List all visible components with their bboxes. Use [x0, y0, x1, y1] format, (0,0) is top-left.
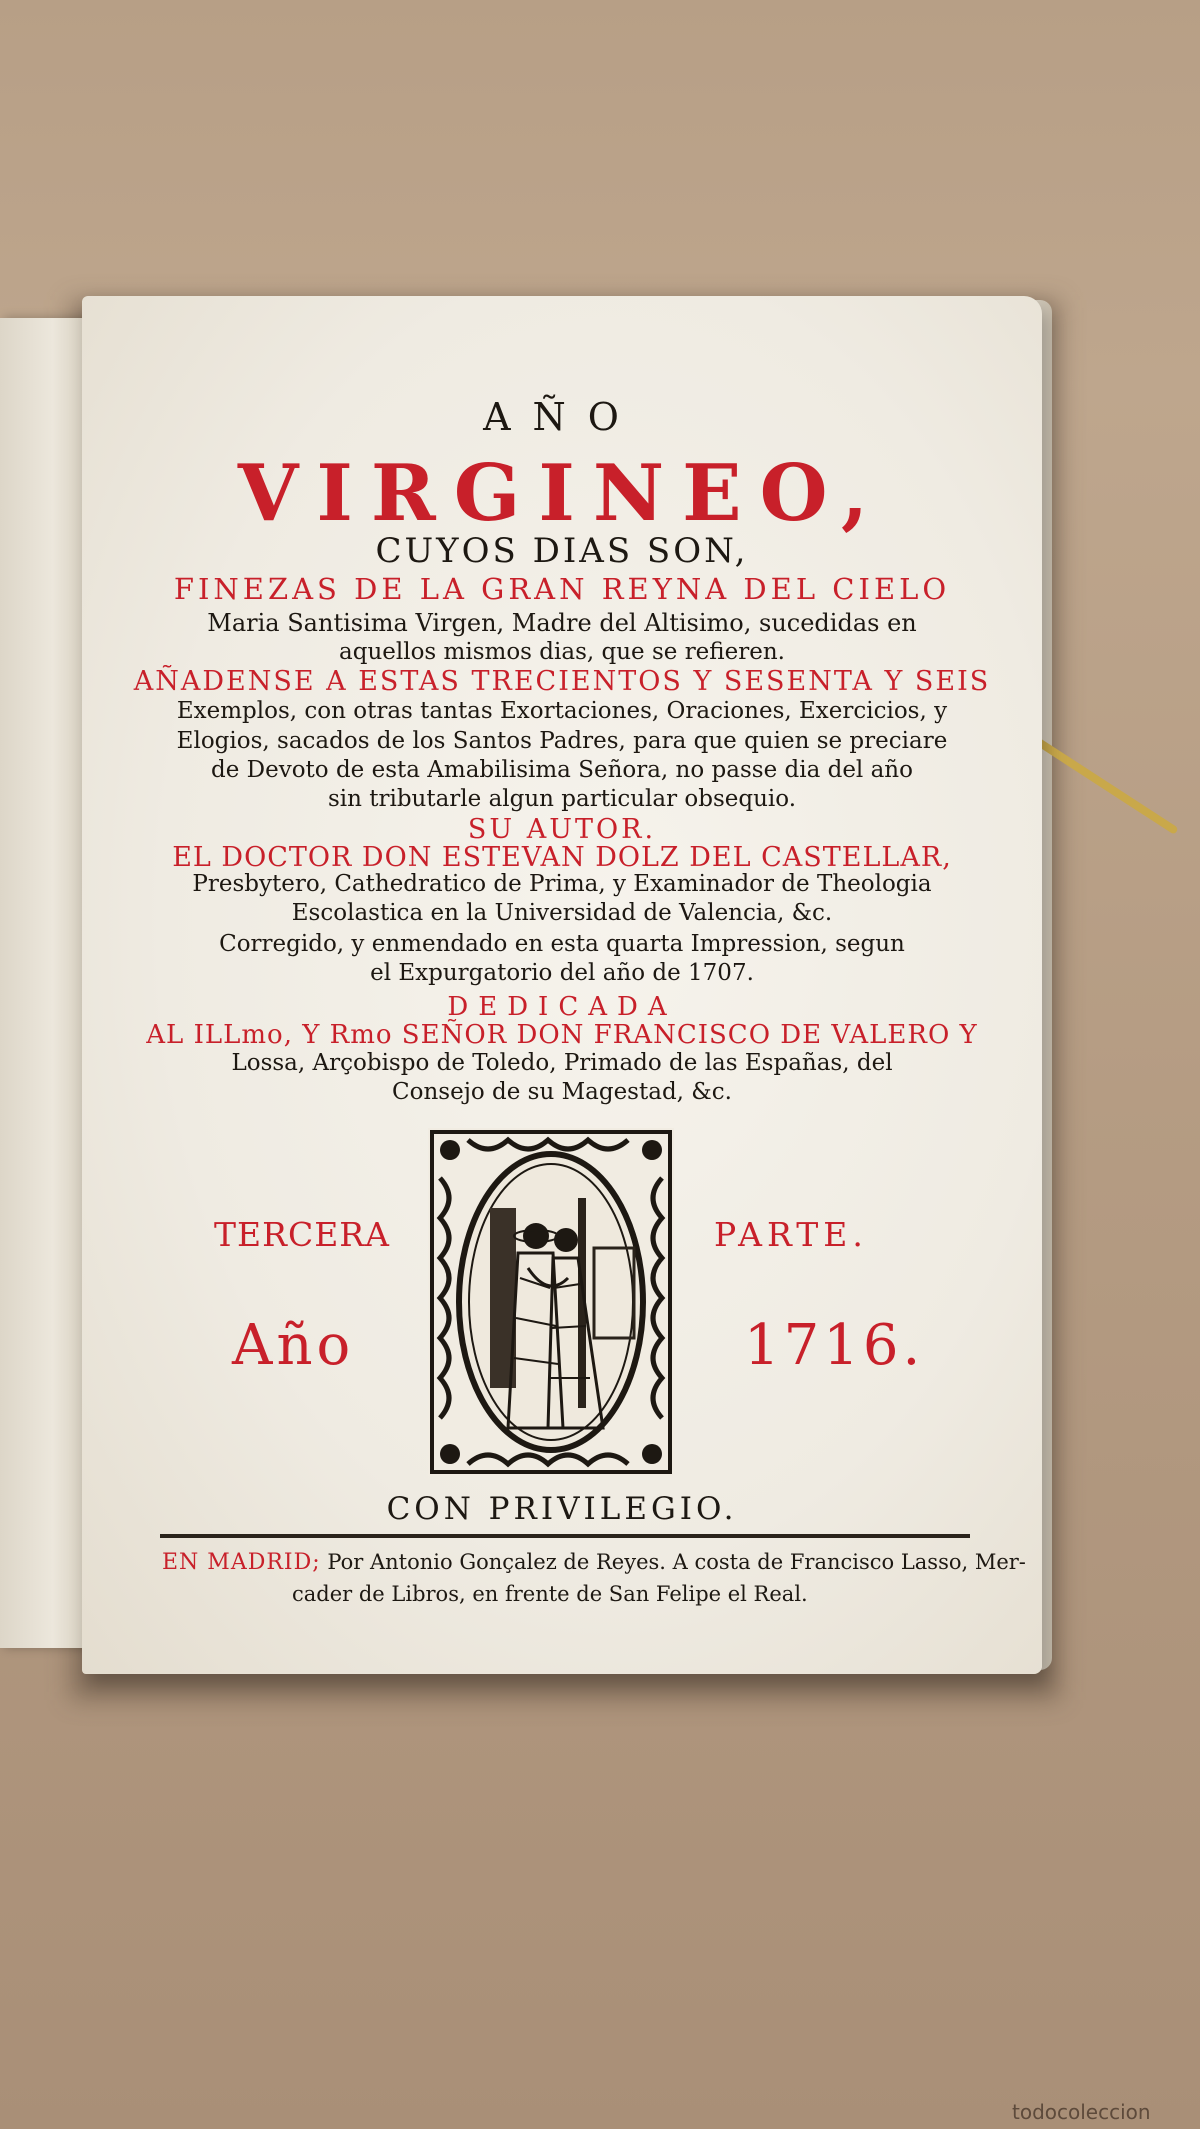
line-author-name: EL DOCTOR DON ESTEVAN DOLZ DEL CASTELLAR, [172, 842, 952, 873]
imprint-text-1: Por Antonio Gonçalez de Reyes. A costa de Francisco Lasso, Mer- [327, 1550, 1026, 1574]
subtitle-cuyos: CUYOS DIAS SON, [375, 531, 749, 571]
line-devoto: de Devoto de esta Amabilisima Señora, no passe dia del año [211, 757, 913, 783]
imprint-line-1 [162, 1550, 1026, 1575]
line-consejo: Consejo de su Magestad, &c. [392, 1079, 732, 1105]
line-elogios: Elogios, sacados de los Santos Padres, para que quien se preciare [176, 728, 948, 754]
line-finezas: FINEZAS DE LA GRAN REYNA DEL CIELO [173, 572, 951, 606]
line-su-autor: SU AUTOR. [467, 814, 657, 845]
label-year: 1716. [744, 1313, 925, 1378]
line-dedicada: DEDICADA [447, 992, 677, 1022]
woodcut-illustration [428, 1128, 674, 1476]
label-parte: PARTE. [714, 1215, 868, 1254]
imprint-place: EN MADRID; [162, 1550, 321, 1575]
line-exemplos: Exemplos, con otras tantas Exortaciones, Oraciones, Exercicios, y [176, 698, 948, 724]
line-corregido: Corregido, y enmendado en esta quarta Impression, segun [219, 931, 905, 957]
label-tercera: TERCERA [214, 1215, 390, 1254]
line-maria: Maria Santisima Virgen, Madre del Altisimo, sucedidas en [207, 609, 917, 637]
line-anadense: AÑADENSE A ESTAS TRECIENTOS Y SESENTA Y SEIS [133, 666, 991, 697]
line-lossa: Lossa, Arçobispo de Toledo, Primado de las Españas, del [231, 1050, 893, 1076]
line-privilegio: CON PRIVILEGIO. [386, 1491, 738, 1527]
line-sin: sin tributarle algun particular obsequio. [327, 786, 797, 812]
title-virgineo: VIRGINEO, [237, 448, 887, 539]
line-expurgatorio: el Expurgatorio del año de 1707. [370, 960, 754, 986]
line-escolastica: Escolastica en la Universidad de Valencia, &c. [291, 900, 833, 926]
watermark: todocoleccion [1012, 2100, 1151, 2124]
label-ano: Año [232, 1313, 355, 1378]
divider-rule [160, 1534, 970, 1538]
line-aquellos: aquellos mismos dias, que se refieren. [339, 639, 785, 665]
line-dedicatee: AL ILLmo, Y Rmo SEÑOR DON FRANCISCO DE VALERO Y [146, 1020, 978, 1050]
line-presbytero: Presbytero, Cathedratico de Prima, y Examinador de Theologia [192, 871, 932, 897]
title-ano: AÑO [483, 395, 641, 439]
left-page-edge [0, 318, 91, 1648]
imprint-line-2: cader de Libros, en frente de San Felipe el Real. [292, 1582, 808, 1606]
